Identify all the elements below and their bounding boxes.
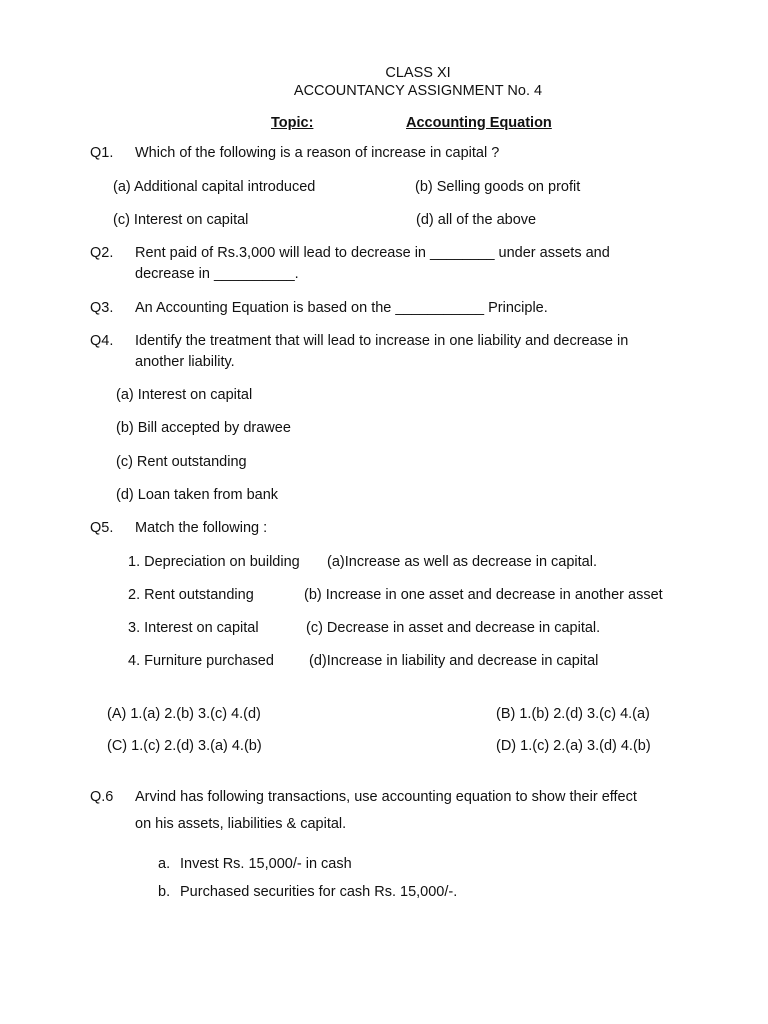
- q6-text-line2: on his assets, liabilities & capital.: [135, 816, 347, 832]
- q6-item-marker: a.: [158, 856, 171, 872]
- q6-text-line1: Arvind has following transactions, use accounting equation to show their effect: [135, 789, 637, 805]
- answer-choice-b: (B) 1.(b) 2.(d) 3.(c) 4.(a): [496, 706, 650, 722]
- q4-option-a: (a) Interest on capital: [116, 387, 253, 403]
- q2-text-line2: decrease in __________.: [135, 266, 299, 282]
- q5-number: Q5.: [90, 520, 114, 536]
- q4-number: Q4.: [90, 333, 114, 349]
- q1-option-a: (a) Additional capital introduced: [113, 179, 316, 195]
- q3-number: Q3.: [90, 300, 114, 316]
- match-left-item: 2. Rent outstanding: [128, 587, 254, 603]
- assignment-title: ACCOUNTANCY ASSIGNMENT No. 4: [293, 83, 543, 99]
- q6-number: Q.6: [90, 789, 114, 805]
- topic-value: Accounting Equation: [406, 115, 552, 131]
- match-left-item: 4. Furniture purchased: [128, 653, 274, 669]
- q1-option-c: (c) Interest on capital: [113, 212, 249, 228]
- match-left-item: 3. Interest on capital: [128, 620, 259, 636]
- q2-text-line1: Rent paid of Rs.3,000 will lead to decrease in ________ under assets and: [135, 245, 610, 261]
- class-heading: CLASS XI: [385, 65, 451, 81]
- q3-text: An Accounting Equation is based on the ___________ Principle.: [135, 300, 548, 316]
- q1-option-b: (b) Selling goods on profit: [415, 179, 581, 195]
- match-left-item: 1. Depreciation on building: [128, 554, 300, 570]
- q4-text-line1: Identify the treatment that will lead to increase in one liability and decrease in: [135, 333, 629, 349]
- q4-text-line2: another liability.: [135, 354, 235, 370]
- answer-choice-c: (C) 1.(c) 2.(d) 3.(a) 4.(b): [107, 738, 262, 754]
- match-right-item: (b) Increase in one asset and decrease in another asset: [304, 587, 663, 603]
- q5-text: Match the following :: [135, 520, 268, 536]
- answer-choice-a: (A) 1.(a) 2.(b) 3.(c) 4.(d): [107, 706, 261, 722]
- q1-text: Which of the following is a reason of increase in capital ?: [135, 145, 500, 161]
- q4-option-c: (c) Rent outstanding: [116, 454, 247, 470]
- q2-number: Q2.: [90, 245, 114, 261]
- q4-option-d: (d) Loan taken from bank: [116, 487, 279, 503]
- q6-item-marker: b.: [158, 884, 171, 900]
- q1-option-d: (d) all of the above: [416, 212, 537, 228]
- q6-item-text: Invest Rs. 15,000/- in cash: [180, 856, 352, 872]
- topic-label: Topic:: [271, 115, 314, 131]
- q4-option-b: (b) Bill accepted by drawee: [116, 420, 291, 436]
- match-right-item: (a)Increase as well as decrease in capital.: [327, 554, 597, 570]
- match-right-item: (c) Decrease in asset and decrease in capital.: [306, 620, 601, 636]
- match-right-item: (d)Increase in liability and decrease in capital: [309, 653, 599, 669]
- q6-item-text: Purchased securities for cash Rs. 15,000/-.: [180, 884, 458, 900]
- q1-number: Q1.: [90, 145, 114, 161]
- answer-choice-d: (D) 1.(c) 2.(a) 3.(d) 4.(b): [496, 738, 651, 754]
